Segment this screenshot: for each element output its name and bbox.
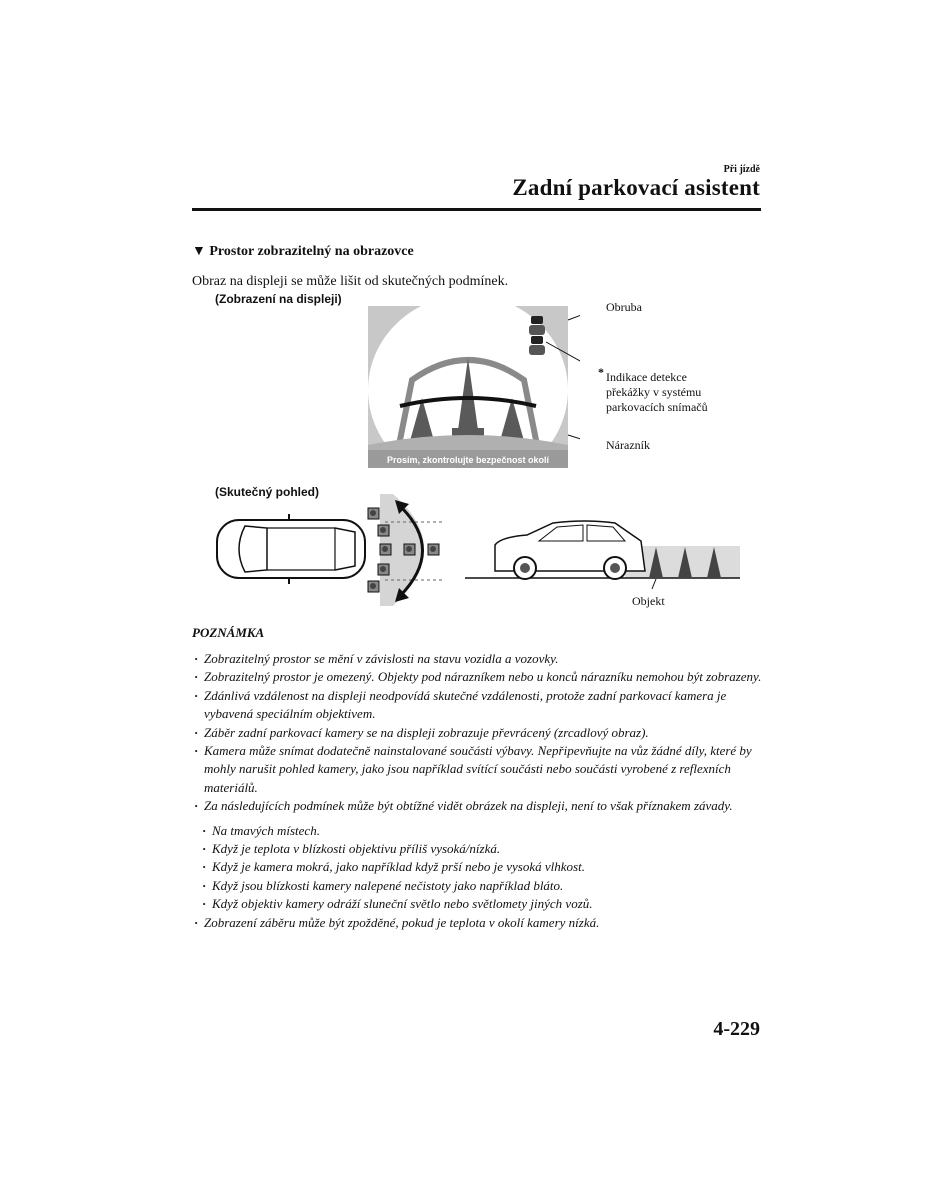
display-banner-text: Prosím, zkontrolujte bezpečnost okolí <box>386 455 550 465</box>
display-view-label: (Zobrazení na displeji) <box>215 292 342 306</box>
intro-text: Obraz na displeji se může lišit od skutečných podmínek. <box>192 274 509 289</box>
page-title: Zadní parkovací asistent <box>512 175 760 200</box>
subheading: ▼ Prostor zobrazitelný na obrazovce <box>192 244 414 259</box>
top-view-illustration <box>205 488 455 613</box>
callout-curb: Obruba <box>606 300 642 314</box>
title-divider <box>192 208 761 211</box>
callout-asterisk: * <box>598 365 604 379</box>
note-title: POZNÁMKA <box>192 625 265 640</box>
note-sub-item: · Když objektiv kamery odráží sluneční světlo nebo světlomety jiných vozů. <box>192 895 767 913</box>
note-item: · Kamera může snímat dodatečně nainstalované součásti výbavy. Nepřipevňujte na vůz žádné díly, které by mohly narušit pohled kamery, jako jsou například svítící součásti nebo součásti vyrobené z reflexních materiálů. <box>192 742 767 797</box>
callout-sensor-line-3: parkovacích snímačů <box>606 400 708 414</box>
display-view-illustration <box>360 300 580 475</box>
note-item: · Zobrazitelný prostor se mění v závislosti na stavu vozidla a vozovky. <box>192 650 767 668</box>
note-item: · Zdánlivá vzdálenost na displeji neodpovídá skutečné vzdálenosti, protože zadní parkovací kamera je vybavená speciálním objektivem. <box>192 687 767 724</box>
callout-sensor-line-1: Indikace detekce <box>606 370 687 384</box>
page-number: 4-229 <box>713 1018 760 1040</box>
note-sub-item: · Když jsou blízkosti kamery nalepené nečistoty jako například bláto. <box>192 877 767 895</box>
note-item: · Zobrazitelný prostor je omezený. Objekty pod nárazníkem nebo u konců nárazníku nemohou být zobrazeny. <box>192 668 767 686</box>
note-sub-item: · Když je teplota v blízkosti objektivu příliš vysoká/nízká. <box>192 840 767 858</box>
side-view-illustration <box>465 515 745 590</box>
callout-sensor-line-2: překážky v systému <box>606 385 702 399</box>
note-item: · Záběr zadní parkovací kamery se na displeji zobrazuje převrácený (zrcadlový obraz). <box>192 724 767 742</box>
section-name: Při jízdě <box>723 164 760 175</box>
note-item: · Za následujících podmínek může být obtížné vidět obrázek na displeji, není to však příznakem závady. <box>192 797 767 815</box>
note-list <box>192 650 767 932</box>
actual-view-label: (Skutečný pohled) <box>215 485 320 499</box>
note-item: · Zobrazení záběru může být zpožděné, pokud je teplota v okolí kamery nízká. <box>192 914 767 932</box>
note-sub-item: · Na tmavých místech. <box>192 822 767 840</box>
callout-object: Objekt <box>632 594 665 608</box>
note-sub-item: · Když je kamera mokrá, jako například když prší nebo je vysoká vlhkost. <box>192 858 767 876</box>
callout-bumper: Nárazník <box>606 438 650 452</box>
